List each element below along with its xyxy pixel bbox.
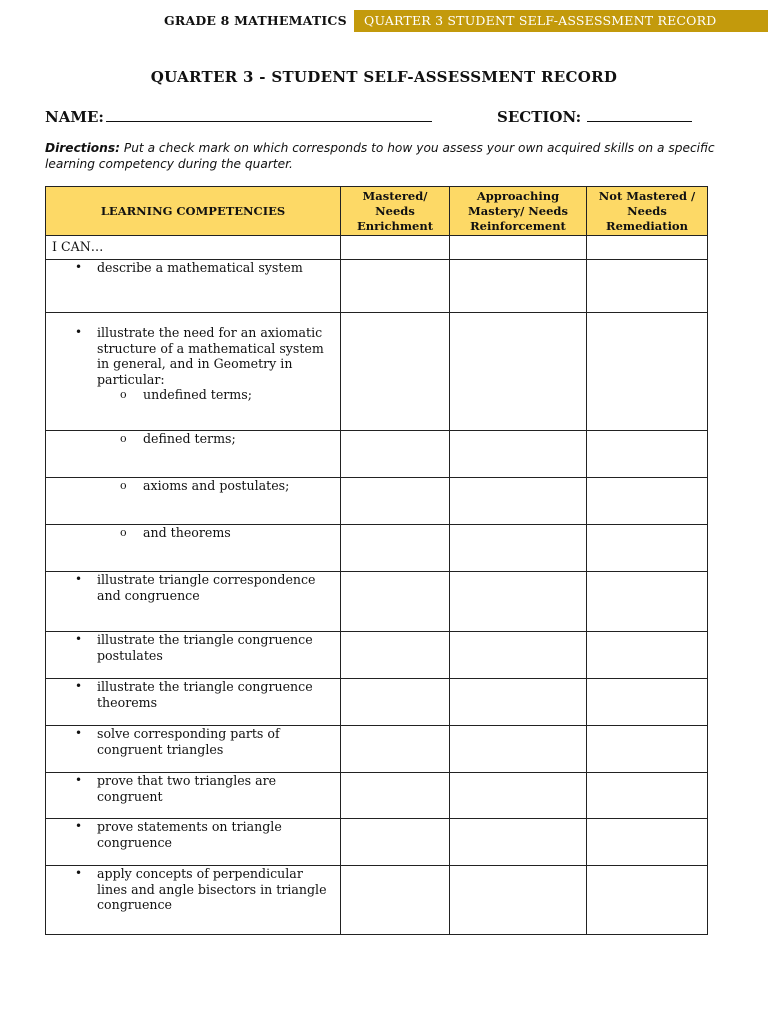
check-cell-approaching[interactable]: [450, 819, 587, 866]
directions: [45, 141, 725, 172]
check-cell-approaching[interactable]: [450, 313, 587, 431]
check-cell-not-mastered[interactable]: [587, 525, 708, 572]
check-cell-not-mastered[interactable]: [587, 679, 708, 726]
competency-text: illustrate the triangle congruence postulates: [97, 632, 313, 663]
table-row: [46, 866, 708, 935]
sub-competency-text: axioms and postulates;: [143, 478, 290, 493]
section-blank[interactable]: [587, 107, 692, 122]
circle-bullet-icon: o: [120, 432, 127, 445]
check-cell-mastered[interactable]: [341, 478, 450, 525]
name-field[interactable]: [45, 107, 432, 126]
competency-text: apply concepts of perpendicular lines and angle bisectors in triangle congruence: [97, 866, 327, 912]
table-row: [46, 313, 708, 431]
table-header-row: [46, 187, 708, 236]
bullet-icon: •: [75, 866, 83, 880]
check-cell-mastered[interactable]: [341, 572, 450, 632]
check-cell-not-mastered[interactable]: [587, 431, 708, 478]
check-cell-not-mastered[interactable]: [587, 632, 708, 679]
table-row: [46, 431, 708, 478]
check-cell-not-mastered[interactable]: [587, 773, 708, 819]
name-blank[interactable]: [106, 107, 432, 122]
table-row: [46, 525, 708, 572]
check-cell-not-mastered[interactable]: [587, 726, 708, 773]
check-cell-approaching[interactable]: [450, 525, 587, 572]
header-mastered: Mastered/ Needs Enrichment: [341, 187, 450, 236]
competency-cell: [46, 632, 341, 679]
check-cell-not-mastered[interactable]: [587, 572, 708, 632]
competency-text: solve corresponding parts of congruent triangles: [97, 726, 280, 757]
competency-text: prove that two triangles are congruent: [97, 773, 277, 804]
competency-text: describe a mathematical system: [97, 260, 303, 275]
header-competencies: LEARNING COMPETENCIES: [46, 187, 341, 236]
name-label: NAME:: [45, 108, 104, 126]
competency-cell: [46, 525, 341, 572]
page-header: [0, 10, 768, 32]
check-cell-approaching[interactable]: [450, 478, 587, 525]
check-cell-approaching[interactable]: [450, 726, 587, 773]
competency-cell: [46, 726, 341, 773]
table-row: [46, 773, 708, 819]
check-cell-mastered[interactable]: [341, 313, 450, 431]
check-cell-approaching[interactable]: [450, 679, 587, 726]
bullet-icon: •: [75, 773, 83, 787]
competency-cell: [46, 773, 341, 819]
competency-text: illustrate triangle correspondence and congruence: [97, 572, 316, 603]
check-cell-mastered[interactable]: [341, 819, 450, 866]
check-cell-approaching[interactable]: [450, 431, 587, 478]
check-cell-mastered[interactable]: [341, 525, 450, 572]
sub-competency-text: and theorems: [143, 525, 231, 540]
check-cell-approaching[interactable]: [450, 572, 587, 632]
check-cell-approaching[interactable]: [450, 236, 587, 260]
table-row: [46, 819, 708, 866]
competency-cell: [46, 866, 341, 935]
table-row: [46, 726, 708, 773]
table-row: [46, 632, 708, 679]
competency-cell: [46, 572, 341, 632]
check-cell-not-mastered[interactable]: [587, 313, 708, 431]
check-cell-mastered[interactable]: [341, 679, 450, 726]
check-cell-approaching[interactable]: [450, 260, 587, 313]
bullet-icon: •: [75, 572, 83, 586]
check-cell-mastered[interactable]: [341, 236, 450, 260]
competency-text: prove statements on triangle congruence: [97, 819, 282, 850]
competency-cell: [46, 679, 341, 726]
check-cell-not-mastered[interactable]: [587, 866, 708, 935]
check-cell-mastered[interactable]: [341, 260, 450, 313]
header-banner: QUARTER 3 STUDENT SELF-ASSESSMENT RECORD: [354, 10, 768, 32]
assessment-table: [45, 186, 708, 935]
competency-cell: [46, 260, 341, 313]
table-row: [46, 236, 708, 260]
check-cell-mastered[interactable]: [341, 632, 450, 679]
section-label: SECTION:: [497, 108, 582, 126]
bullet-icon: •: [75, 819, 83, 833]
check-cell-not-mastered[interactable]: [587, 260, 708, 313]
check-cell-approaching[interactable]: [450, 632, 587, 679]
sub-competency-text: undefined terms;: [143, 387, 252, 402]
check-cell-not-mastered[interactable]: [587, 236, 708, 260]
check-cell-not-mastered[interactable]: [587, 478, 708, 525]
check-cell-approaching[interactable]: [450, 773, 587, 819]
check-cell-approaching[interactable]: [450, 866, 587, 935]
check-cell-mastered[interactable]: [341, 726, 450, 773]
bullet-icon: •: [75, 325, 83, 339]
competency-cell: [46, 819, 341, 866]
header-subject: GRADE 8 MATHEMATICS: [164, 13, 347, 28]
check-cell-mastered[interactable]: [341, 773, 450, 819]
bullet-icon: •: [75, 726, 83, 740]
check-cell-not-mastered[interactable]: [587, 819, 708, 866]
circle-bullet-icon: o: [120, 388, 127, 401]
bullet-icon: •: [75, 679, 83, 693]
competency-text: illustrate the need for an axiomatic structure of a mathematical system in general, and in Geometry in particular:: [97, 325, 324, 387]
header-not-mastered: Not Mastered / Needs Remediation: [587, 187, 708, 236]
document-title: QUARTER 3 - STUDENT SELF-ASSESSMENT RECORD: [150, 68, 618, 86]
check-cell-mastered[interactable]: [341, 866, 450, 935]
table-row: [46, 478, 708, 525]
circle-bullet-icon: o: [120, 479, 127, 492]
sub-competency-text: defined terms;: [143, 431, 236, 446]
intro-cell: [46, 236, 341, 260]
directions-label: Directions:: [45, 141, 120, 155]
competency-cell: [46, 313, 341, 431]
competency-cell: [46, 431, 341, 478]
header-approaching: Approaching Mastery/ Needs Reinforcement: [450, 187, 587, 236]
bullet-icon: •: [75, 632, 83, 646]
directions-text: Put a check mark on which corresponds to how you assess your own acquired skills on a specific learning competency during the quarter.: [45, 141, 715, 171]
circle-bullet-icon: o: [120, 526, 127, 539]
intro-text: I CAN…: [52, 239, 104, 254]
competency-text: illustrate the triangle congruence theorems: [97, 679, 313, 710]
table-row: [46, 572, 708, 632]
check-cell-mastered[interactable]: [341, 431, 450, 478]
table-row: [46, 260, 708, 313]
competency-cell: [46, 478, 341, 525]
bullet-icon: •: [75, 260, 83, 274]
section-field[interactable]: [497, 107, 692, 126]
table-row: [46, 679, 708, 726]
